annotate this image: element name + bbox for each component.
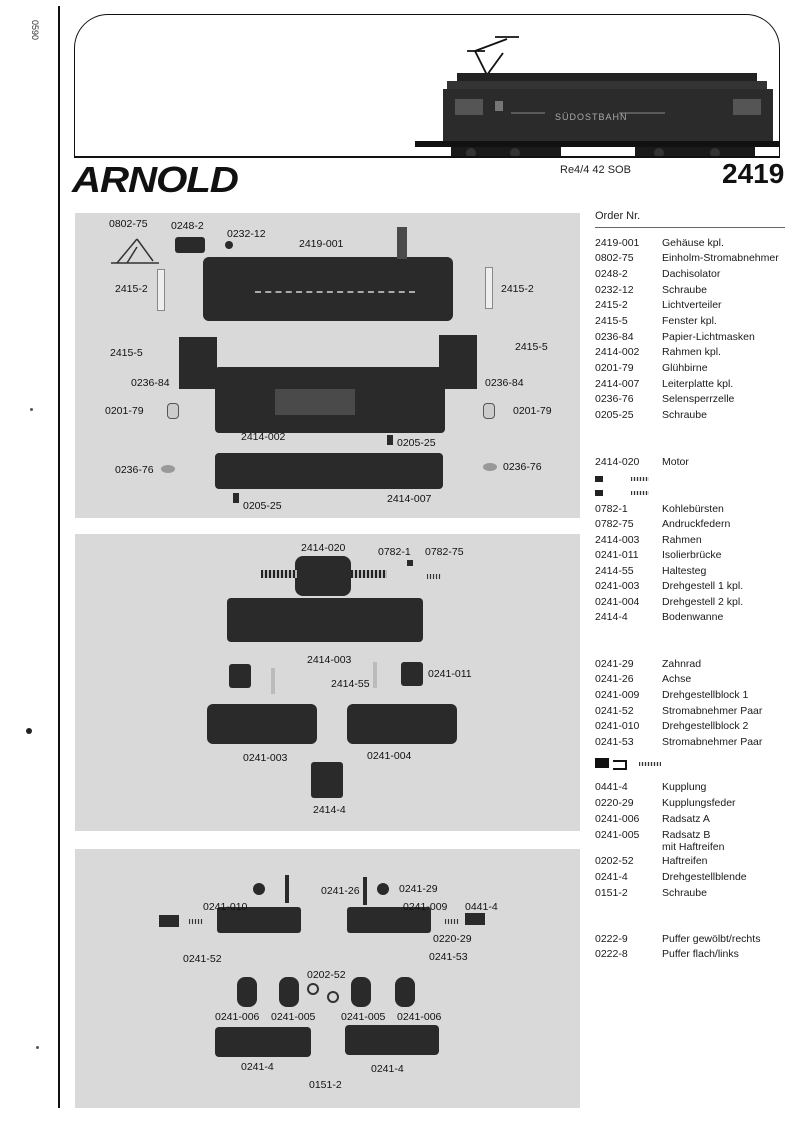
window-left <box>179 337 217 389</box>
label-0236-76-right: 0236-76 <box>503 461 542 473</box>
label-2414-003: 2414-003 <box>307 654 352 666</box>
gear-part <box>377 883 389 895</box>
parts-list-row <box>595 781 795 793</box>
part-description-text: Rahmen <box>662 534 702 546</box>
label-0205-25: 0205-25 <box>397 437 436 449</box>
pantograph-mount-part <box>397 227 407 259</box>
label-0220-29: 0220-29 <box>433 933 472 945</box>
label-0241-005-left: 0241-005 <box>271 1011 316 1023</box>
illustration-baseline <box>74 156 780 158</box>
part-number: 0241-009 <box>595 689 640 701</box>
scan-speck <box>30 408 33 411</box>
label-0241-29: 0241-29 <box>399 883 438 895</box>
part-number: 0241-011 <box>595 549 639 561</box>
bogie-sideframe-left <box>215 1027 311 1057</box>
part-description-text: Leiterplatte kpl. <box>662 378 734 390</box>
part-description-text: Radsatz B <box>662 829 711 841</box>
light-distributor-right <box>485 267 493 309</box>
part-description <box>662 346 795 358</box>
part-description-text: Gehäuse kpl. <box>662 237 724 249</box>
part-description <box>662 720 795 732</box>
part-number: 0241-26 <box>595 673 634 685</box>
label-0232-12: 0232-12 <box>227 228 266 240</box>
parts-list-row <box>595 855 795 867</box>
part-number: 0241-006 <box>595 813 640 825</box>
label-0441-4: 0441-4 <box>465 901 498 913</box>
part-description-text: Zahnrad <box>662 658 702 670</box>
parts-list-row <box>595 797 795 809</box>
traction-tyre-part <box>327 991 339 1003</box>
label-0241-26: 0241-26 <box>321 885 360 897</box>
part-number: 2414-020 <box>595 456 640 468</box>
label-0241-4-left: 0241-4 <box>241 1061 274 1073</box>
part-number: 0248-2 <box>595 268 628 280</box>
part-number: 2419-001 <box>595 237 640 249</box>
side-code: 0590 <box>30 20 40 41</box>
parts-list-row <box>595 456 795 468</box>
part-number: 0222-9 <box>595 933 628 945</box>
part-description <box>662 887 795 899</box>
part-description <box>662 855 795 867</box>
parts-list-row <box>595 887 795 899</box>
body-shell-part <box>203 257 453 321</box>
parts-list-row <box>595 720 795 732</box>
part-description <box>662 871 795 883</box>
wheelset-b-right <box>351 977 371 1007</box>
label-0241-004: 0241-004 <box>367 750 412 762</box>
parts-list-row <box>595 549 795 561</box>
part-number: 0802-75 <box>595 252 634 264</box>
part-description <box>662 237 795 249</box>
bogie-1-part <box>207 704 317 744</box>
part-number: 0241-29 <box>595 658 634 670</box>
parts-list-row <box>595 611 795 623</box>
part-description <box>662 797 795 809</box>
parts-list-row <box>595 409 795 421</box>
label-0201-79-left: 0201-79 <box>105 405 144 417</box>
part-description-text: Puffer gewölbt/rechts <box>662 933 761 945</box>
part-description-text: Achse <box>662 673 692 685</box>
part-number: 2414-55 <box>595 565 634 577</box>
label-2414-4: 2414-4 <box>313 804 346 816</box>
part-description-text: Schraube <box>662 887 707 899</box>
part-number: 2414-002 <box>595 346 640 358</box>
part-description <box>662 933 795 945</box>
part-description-text: Drehgestell 2 kpl. <box>662 596 744 608</box>
label-0241-4-right: 0241-4 <box>371 1063 404 1075</box>
part-description-text: Drehgestellblende <box>662 871 747 883</box>
coupler-spring-part <box>445 919 459 924</box>
insulating-bridge-right <box>401 662 423 686</box>
label-0241-010: 0241-010 <box>203 901 248 913</box>
parts-list-row <box>595 948 795 960</box>
wheelset-b-left <box>279 977 299 1007</box>
part-number: 0220-29 <box>595 797 634 809</box>
bulb-left <box>167 403 179 419</box>
label-0205-25: 0205-25 <box>243 500 282 512</box>
parts-list-row <box>595 268 795 280</box>
label-2414-007: 2414-007 <box>387 493 432 505</box>
parts-list-row <box>595 534 795 546</box>
part-description-text: Dachisolator <box>662 268 721 280</box>
part-description-text: Selensperrzelle <box>662 393 735 405</box>
label-2414-55: 2414-55 <box>331 678 370 690</box>
parts-list-row <box>595 518 795 530</box>
circuit-board-part <box>215 453 443 489</box>
part-description <box>662 268 795 280</box>
part-description <box>662 252 795 264</box>
parts-list-row <box>595 393 795 405</box>
part-description <box>662 503 795 515</box>
parts-list-row <box>595 658 795 670</box>
part-description-text: Drehgestellblock 1 <box>662 689 749 701</box>
part-description-text: Kupplungsfeder <box>662 797 736 809</box>
label-0802-75: 0802-75 <box>109 218 148 230</box>
part-number: 2415-5 <box>595 315 628 327</box>
part-number: 2414-003 <box>595 534 640 546</box>
model-subtitle: Re4/4 42 SOB <box>560 164 631 176</box>
carbon-brush-part <box>407 560 413 566</box>
part-description <box>662 409 795 421</box>
part-description <box>662 948 795 960</box>
part-description-text: Haftreifen <box>662 855 708 867</box>
part-description <box>662 580 795 592</box>
label-0241-009: 0241-009 <box>403 901 448 913</box>
parts-list-row <box>595 284 795 296</box>
label-0202-52: 0202-52 <box>307 969 346 981</box>
parts-list-row <box>595 503 795 515</box>
frame-chassis-part <box>227 598 423 642</box>
part-description-text: Radsatz A <box>662 813 710 825</box>
pantograph-part <box>107 233 167 273</box>
label-0241-005-right: 0241-005 <box>341 1011 386 1023</box>
screw-part <box>225 241 233 249</box>
parts-list-row <box>595 378 795 390</box>
part-description-text: Kohlebürsten <box>662 503 724 515</box>
label-2415-2-left: 2415-2 <box>115 283 148 295</box>
gear-part <box>253 883 265 895</box>
part-description <box>662 378 795 390</box>
label-2414-020: 2414-020 <box>301 542 346 554</box>
bogie-sideframe-right <box>345 1025 439 1055</box>
label-0782-1: 0782-1 <box>378 546 411 558</box>
parts-list-row <box>595 736 795 748</box>
parts-list-row <box>595 871 795 883</box>
axle-part <box>285 875 289 903</box>
parts-list-row <box>595 315 795 327</box>
insulating-bridge-left <box>229 664 251 688</box>
part-description <box>662 689 795 701</box>
parts-list-row <box>595 362 795 374</box>
label-0241-53: 0241-53 <box>429 951 468 963</box>
part-description <box>662 813 795 825</box>
part-description <box>662 549 795 561</box>
selenium-cell-left <box>161 465 175 473</box>
part-description <box>662 829 795 853</box>
parts-list-row <box>595 933 795 945</box>
floor-pan-part <box>311 762 343 798</box>
part-description <box>662 705 795 717</box>
parts-list-row <box>595 705 795 717</box>
part-number: 0241-4 <box>595 871 628 883</box>
part-description <box>662 362 795 374</box>
part-number: 0201-79 <box>595 362 634 374</box>
part-description-text: Stromabnehmer Paar <box>662 736 763 748</box>
holding-bar-part <box>373 662 377 688</box>
part-description <box>662 534 795 546</box>
part-description-text: Fenster kpl. <box>662 315 717 327</box>
roof-insulator-part <box>175 237 205 253</box>
part-description <box>662 658 795 670</box>
motor-part <box>295 556 351 596</box>
bulb-right <box>483 403 495 419</box>
label-0236-84-left: 0236-84 <box>131 377 170 389</box>
label-0201-79-right: 0201-79 <box>513 405 552 417</box>
part-number: 0241-005 <box>595 829 640 841</box>
left-margin-rule <box>58 6 60 1108</box>
part-number: 0232-12 <box>595 284 634 296</box>
part-description-text: Schraube <box>662 409 707 421</box>
part-number: 0241-52 <box>595 705 634 717</box>
exploded-view-body <box>75 213 580 518</box>
part-description <box>662 781 795 793</box>
part-description-text: Andruckfedern <box>662 518 731 530</box>
order-header-rule <box>595 227 785 228</box>
parts-list-row <box>595 237 795 249</box>
frame-motor-cavity <box>275 389 355 415</box>
part-description-line2: mit Haftreifen <box>662 841 725 853</box>
part-number: 0782-75 <box>595 518 634 530</box>
part-description <box>662 611 795 623</box>
part-description <box>662 393 795 405</box>
scan-speck <box>36 1046 39 1049</box>
motor-worm-left <box>261 570 297 578</box>
loco-lettering: SÜDOSTBAHN <box>555 112 628 122</box>
axle-part <box>363 877 367 905</box>
label-2415-5-right: 2415-5 <box>515 341 548 353</box>
label-0241-006-left: 0241-006 <box>215 1011 260 1023</box>
motor-worm-right <box>351 570 387 578</box>
part-number: 0241-010 <box>595 720 640 732</box>
parts-list-row <box>595 252 795 264</box>
part-description-text: Bodenwanne <box>662 611 724 623</box>
parts-list-row <box>595 813 795 825</box>
exploded-view-bogies <box>75 849 580 1108</box>
part-description-text: Drehgestellblock 2 <box>662 720 749 732</box>
part-number: 0236-76 <box>595 393 634 405</box>
label-0236-84-right: 0236-84 <box>485 377 524 389</box>
label-0241-52: 0241-52 <box>183 953 222 965</box>
model-number: 2419 <box>722 158 785 189</box>
part-number: 0151-2 <box>595 887 628 899</box>
parts-list-row <box>595 673 795 685</box>
order-number-header: Order Nr. <box>595 210 641 222</box>
parts-list-row <box>595 596 795 608</box>
scan-speck <box>26 728 32 734</box>
label-2415-5-left: 2415-5 <box>110 347 143 359</box>
parts-list-row <box>595 580 795 592</box>
label-0248-2: 0248-2 <box>171 220 204 232</box>
traction-tyre-part <box>307 983 319 995</box>
pressure-spring-part <box>427 574 441 579</box>
parts-list-row <box>595 346 795 358</box>
label-2419-001: 2419-001 <box>299 238 344 250</box>
part-number: 0241-53 <box>595 736 634 748</box>
locomotive-illustration-frame <box>74 14 780 157</box>
light-distributor-left <box>157 269 165 311</box>
part-description-text: Schraube <box>662 284 707 296</box>
part-description-text: Papier-Lichtmasken <box>662 331 755 343</box>
holding-bar-part <box>271 668 275 694</box>
label-0782-75: 0782-75 <box>425 546 464 558</box>
part-description-text: Isolierbrücke <box>662 549 722 561</box>
part-description-text: Drehgestell 1 kpl. <box>662 580 744 592</box>
part-description <box>662 456 795 468</box>
parts-list-row <box>595 829 795 853</box>
part-description <box>662 518 795 530</box>
part-number: 2415-2 <box>595 299 628 311</box>
label-0241-011: 0241-011 <box>428 668 472 680</box>
coupler-spring-part <box>189 919 203 924</box>
label-0241-003: 0241-003 <box>243 752 288 764</box>
part-number: 2414-007 <box>595 378 640 390</box>
part-description-text: Rahmen kpl. <box>662 346 721 358</box>
part-description <box>662 565 795 577</box>
part-description-text: Haltesteg <box>662 565 707 577</box>
parts-list-row <box>595 689 795 701</box>
label-2415-2-right: 2415-2 <box>501 283 534 295</box>
part-description-text: Puffer flach/links <box>662 948 739 960</box>
parts-list-row <box>595 331 795 343</box>
screw-part <box>233 493 239 503</box>
part-description-text: Kupplung <box>662 781 707 793</box>
label-2414-002: 2414-002 <box>241 431 286 443</box>
part-description-text: Glühbirne <box>662 362 708 374</box>
part-number: 0241-003 <box>595 580 640 592</box>
part-description-text: Stromabnehmer Paar <box>662 705 763 717</box>
part-description <box>662 315 795 327</box>
part-description-text: Motor <box>662 456 689 468</box>
label-0151-2: 0151-2 <box>309 1079 342 1091</box>
part-description <box>662 331 795 343</box>
part-number: 0782-1 <box>595 503 628 515</box>
selenium-cell-right <box>483 463 497 471</box>
part-number: 0222-8 <box>595 948 628 960</box>
body-shell-vents <box>255 291 415 299</box>
part-description <box>662 299 795 311</box>
wheelset-a-left <box>237 977 257 1007</box>
parts-list-row <box>595 565 795 577</box>
part-description <box>662 673 795 685</box>
label-0241-006-right: 0241-006 <box>397 1011 442 1023</box>
brand-logo: ARNOLD <box>72 159 238 200</box>
part-number: 0205-25 <box>595 409 634 421</box>
part-number: 0236-84 <box>595 331 634 343</box>
coupler-right <box>465 913 485 925</box>
part-description-text: Lichtverteiler <box>662 299 722 311</box>
locomotive-illustration <box>75 15 780 157</box>
parts-list-row <box>595 299 795 311</box>
wheelset-a-right <box>395 977 415 1007</box>
part-number: 0441-4 <box>595 781 628 793</box>
label-0236-76-left: 0236-76 <box>115 464 154 476</box>
part-number: 2414-4 <box>595 611 628 623</box>
part-description-text: Einholm-Stromabnehmer <box>662 252 779 264</box>
screw-part <box>387 435 393 445</box>
part-description <box>662 284 795 296</box>
exploded-view-chassis <box>75 534 580 831</box>
part-number: 0202-52 <box>595 855 634 867</box>
coupler-left <box>159 915 179 927</box>
bogie-2-part <box>347 704 457 744</box>
part-number: 0241-004 <box>595 596 640 608</box>
part-description <box>662 596 795 608</box>
part-description <box>662 736 795 748</box>
